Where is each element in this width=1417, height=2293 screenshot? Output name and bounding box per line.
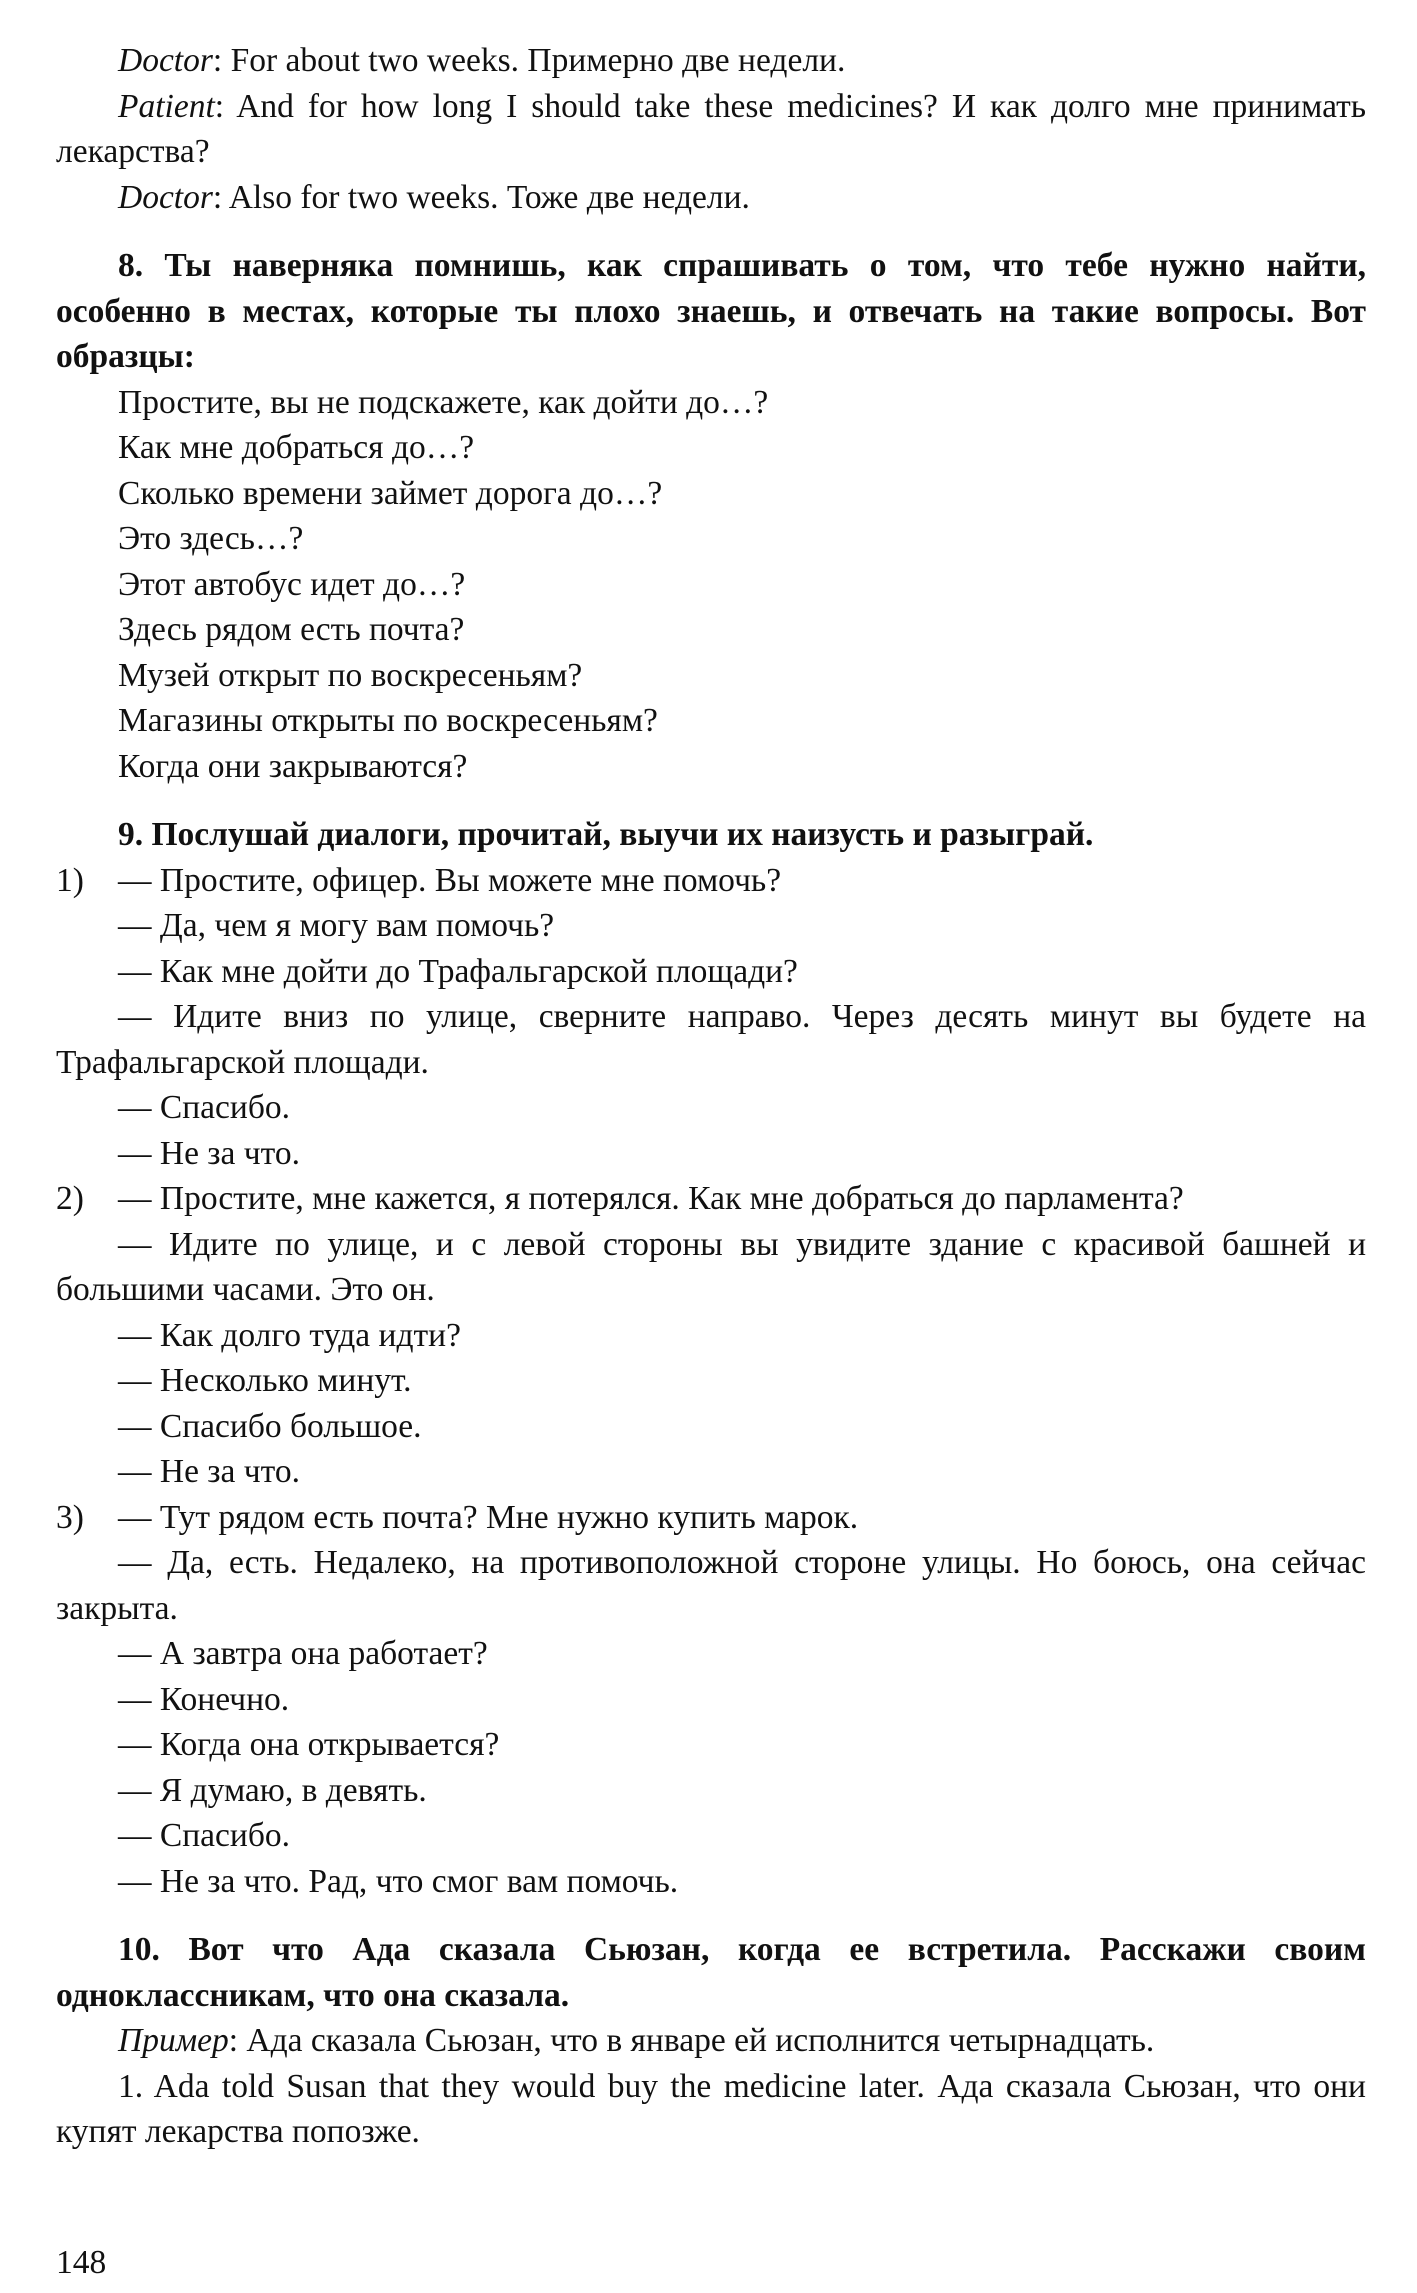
sample-phrase: Магазины открыты по воскресеньям? (118, 702, 658, 739)
speaker-label: Doctor (118, 178, 213, 216)
dialogue-3-line: — Конечно. (118, 1680, 290, 1718)
page-content (56, 38, 1366, 2155)
dialogue-1-line: — Как мне дойти до Трафальгарской площади? (118, 952, 798, 990)
dialogue-1-line: — Да, чем я могу вам помочь? (118, 907, 555, 944)
dialogue-line (56, 38, 1366, 84)
dialogue-line (56, 84, 1366, 175)
dialogue-3-line: — Да, есть. Недалеко, на противоположной стороне улицы. Но боюсь, она сейчас закрыта. (56, 1544, 1366, 1627)
dialogue-1-line: 1) — Простите, офицер. Вы можете мне помочь? (56, 858, 1366, 904)
example-line (56, 2018, 1366, 2064)
sample-phrase: Как мне добраться до…? (118, 429, 475, 466)
exercise-10-item: 1. Ada told Susan that they would buy the medicine later. Ада сказала Сьюзан, что они купят лекарства попозже. (56, 2067, 1366, 2150)
exercise-8-title: 8. Ты наверняка помнишь, как спрашивать о том, что тебе нужно найти, особенно в местах, которые ты плохо знаешь, и отвечать на такие вопросы. Вот образцы: (56, 247, 1366, 375)
dialogue-2-line: — Идите по улице, и с левой стороны вы увидите здание с красивой башней и большими часами. Это он. (56, 1225, 1366, 1308)
dialogue-text: : For about two weeks. Примерно две недели. (212, 42, 846, 79)
dialogue-3-line: — Когда она открывается? (118, 1726, 500, 1763)
dialogue-2-line: — Как долго туда идти? (118, 1316, 461, 1354)
dialogue-number: 2) (56, 1180, 84, 1217)
sample-phrase: Музей открыт по воскресеньям? (118, 656, 583, 694)
dialogue-2-line: 2) — Простите, мне кажется, я потерялся. Как мне добраться до парламента? (56, 1176, 1366, 1222)
dialogue-1-line: — Идите вниз по улице, сверните направо. Через десять минут вы будете на Трафальгарской площади. (56, 998, 1366, 1081)
exercise-10-title: 10. Вот что Ада сказала Сьюзан, когда ее встретила. Расскажи своим одноклассникам, что она сказала. (56, 1931, 1366, 2014)
sample-phrase: Когда они закрываются? (118, 747, 468, 785)
page-number: 148 (56, 2244, 107, 2281)
sample-phrase: Простите, вы не подскажете, как дойти до…? (118, 383, 769, 421)
sample-phrase: Этот автобус идет до…? (118, 565, 466, 603)
dialogue-3-line: — Не за что. Рад, что смог вам помочь. (118, 1862, 679, 1900)
speaker-label: Doctor (118, 42, 213, 79)
example-label: Пример (118, 2022, 229, 2059)
dialogue-line (56, 175, 1366, 221)
exercise-9-title: 9. Послушай диалоги, прочитай, выучи их наизусть и разыграй. (118, 816, 1094, 853)
dialogue-3-line: — Я думаю, в девять. (118, 1771, 427, 1809)
dialogue-1-line: — Не за что. (118, 1134, 300, 1172)
dialogue-text: : And for how long I should take these medicines? И как долго мне принимать лекарства? (56, 87, 1366, 170)
dialogue-3-line: — Спасибо. (118, 1817, 290, 1854)
dialogue-3-line: 3) — Тут рядом есть почта? Мне нужно купить марок. (56, 1495, 1366, 1541)
dialogue-1-line: — Спасибо. (118, 1089, 290, 1126)
sample-phrase: Это здесь…? (118, 520, 304, 557)
dialogue-2-line: — Несколько минут. (118, 1362, 412, 1399)
dialogue-text: : Also for two weeks. Тоже две недели. (212, 178, 750, 216)
dialogue-3-line: — А завтра она работает? (118, 1635, 488, 1672)
sample-phrase: Сколько времени займет дорога до…? (118, 474, 663, 512)
sample-phrase: Здесь рядом есть почта? (118, 611, 465, 648)
speaker-label: Patient (118, 87, 215, 125)
example-text: : Ада сказала Сьюзан, что в январе ей исполнится четырнадцать. (228, 2022, 1155, 2059)
dialogue-2-line: — Спасибо большое. (118, 1407, 422, 1445)
dialogue-number: 3) (56, 1498, 84, 1536)
dialogue-2-line: — Не за что. (118, 1453, 300, 1490)
dialogue-number: 1) (56, 861, 84, 899)
